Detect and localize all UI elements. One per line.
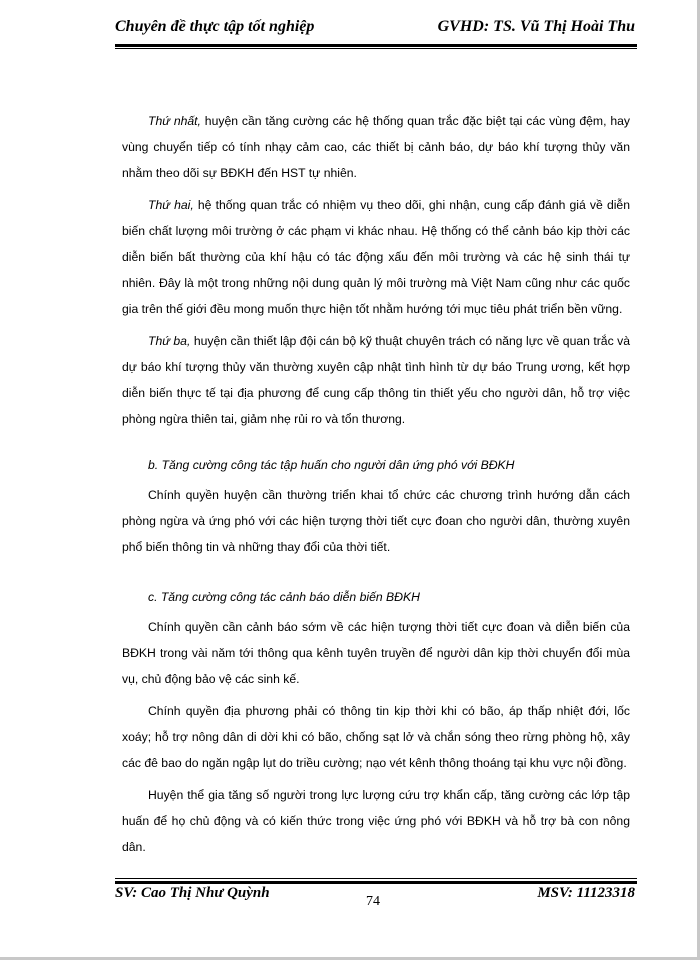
header-title: Chuyên đề thực tập tốt nghiệp [115,18,315,35]
header-supervisor: GVHD: TS. Vũ Thị Hoài Thu [437,18,635,35]
header-rule-thin [115,48,637,49]
paragraph-second [122,192,630,322]
paragraph-lead: Thứ hai, [148,198,194,212]
paragraph-text: huyện cần thiết lập đội cán bộ kỹ thuật chuyên trách có năng lực về quan trắc và dự báo khí tượng thủy văn thường xuyên cập nhật tình hình từ dự báo Trung ương, kết hợp diễn biến thực tế tại địa phương để cung cấp thông tin thiết yếu cho người dân, hỗ trợ việc phòng ngừa thiên tai, giảm nhẹ rủi ro và tổn thương. [122,334,630,426]
paragraph-third [122,328,630,432]
paragraph-rescue: Huyện thể gia tăng số người trong lực lượng cứu trợ khẩn cấp, tăng cường các lớp tập huấn để họ chủ động và có kiến thức trong việc ứng phó với BĐKH và hỗ trợ bà con nông dân. [122,788,630,854]
subheading-c: c. Tăng cường công tác cảnh báo diễn biến BĐKH [148,590,420,604]
paragraph-first [122,108,630,186]
paragraph-local-government: Chính quyền địa phương phải có thông tin kịp thời khi có bão, áp thấp nhiệt đới, lốc xoáy; hỗ trợ nông dân di dời khi có bão, chống sạt lở và chắn sóng theo rừng phòng hộ, xây các đê bao do ngăn ngập lụt do triều cường; nạo vét kênh thông thoáng tại khu vực nội đồng. [122,704,630,770]
paragraph-warning: Chính quyền cần cảnh báo sớm về các hiện tượng thời tiết cực đoan và diễn biến của BĐKH trong vài năm tới thông qua kênh tuyên truyền để người dân kịp thời chuyển đổi mùa vụ, chủ động bảo vệ các sinh kế. [122,620,630,686]
paragraph-training: Chính quyền huyện cần thường triển khai tổ chức các chương trình hướng dẫn cách phòng ngừa và ứng phó với các hiện tượng thời tiết cực đoan cho người dân, thường xuyên phổ biến thông tin và những thay đổi của thời tiết. [122,488,630,554]
paragraph-text: huyện cần tăng cường các hệ thống quan trắc đặc biệt tại các vùng đệm, hay vùng chuyển tiếp có tính nhạy cảm cao, các thiết bị cảnh báo, dự báo khí tượng thủy văn nhằm theo dõi sự BĐKH đến HST tự nhiên. [122,114,630,180]
paragraph-lead: Thứ nhất, [148,114,201,128]
footer-student-id: MSV: 11123318 [537,885,635,901]
footer-rule-thin [115,878,637,879]
paragraph-lead: Thứ ba, [148,334,191,348]
footer-student: SV: Cao Thị Như Quỳnh [115,885,270,901]
subheading-b: b. Tăng cường công tác tập huấn cho người dân ứng phó với BĐKH [148,458,515,472]
paragraph-text: hệ thống quan trắc có nhiệm vụ theo dõi, ghi nhận, cung cấp đánh giá về diễn biến chất lượng môi trường ở các phạm vi khác nhau. Hệ thống có thể cảnh báo kịp thời các diễn biến bất thường của khí hậu có tác động xấu đến môi trường và các hệ sinh thái tự nhiên. Đây là một trong những nội dung quản lý môi trường mà Việt Nam cũng như các quốc gia trên thế giới đều mong muốn thực hiện tốt nhằm hướng tới mục tiêu phát triển bền vững. [122,198,630,316]
page-header [115,18,635,42]
page-number: 74 [366,894,380,909]
footer-rule [115,881,637,884]
header-rule [115,44,637,47]
document-body [122,108,630,866]
